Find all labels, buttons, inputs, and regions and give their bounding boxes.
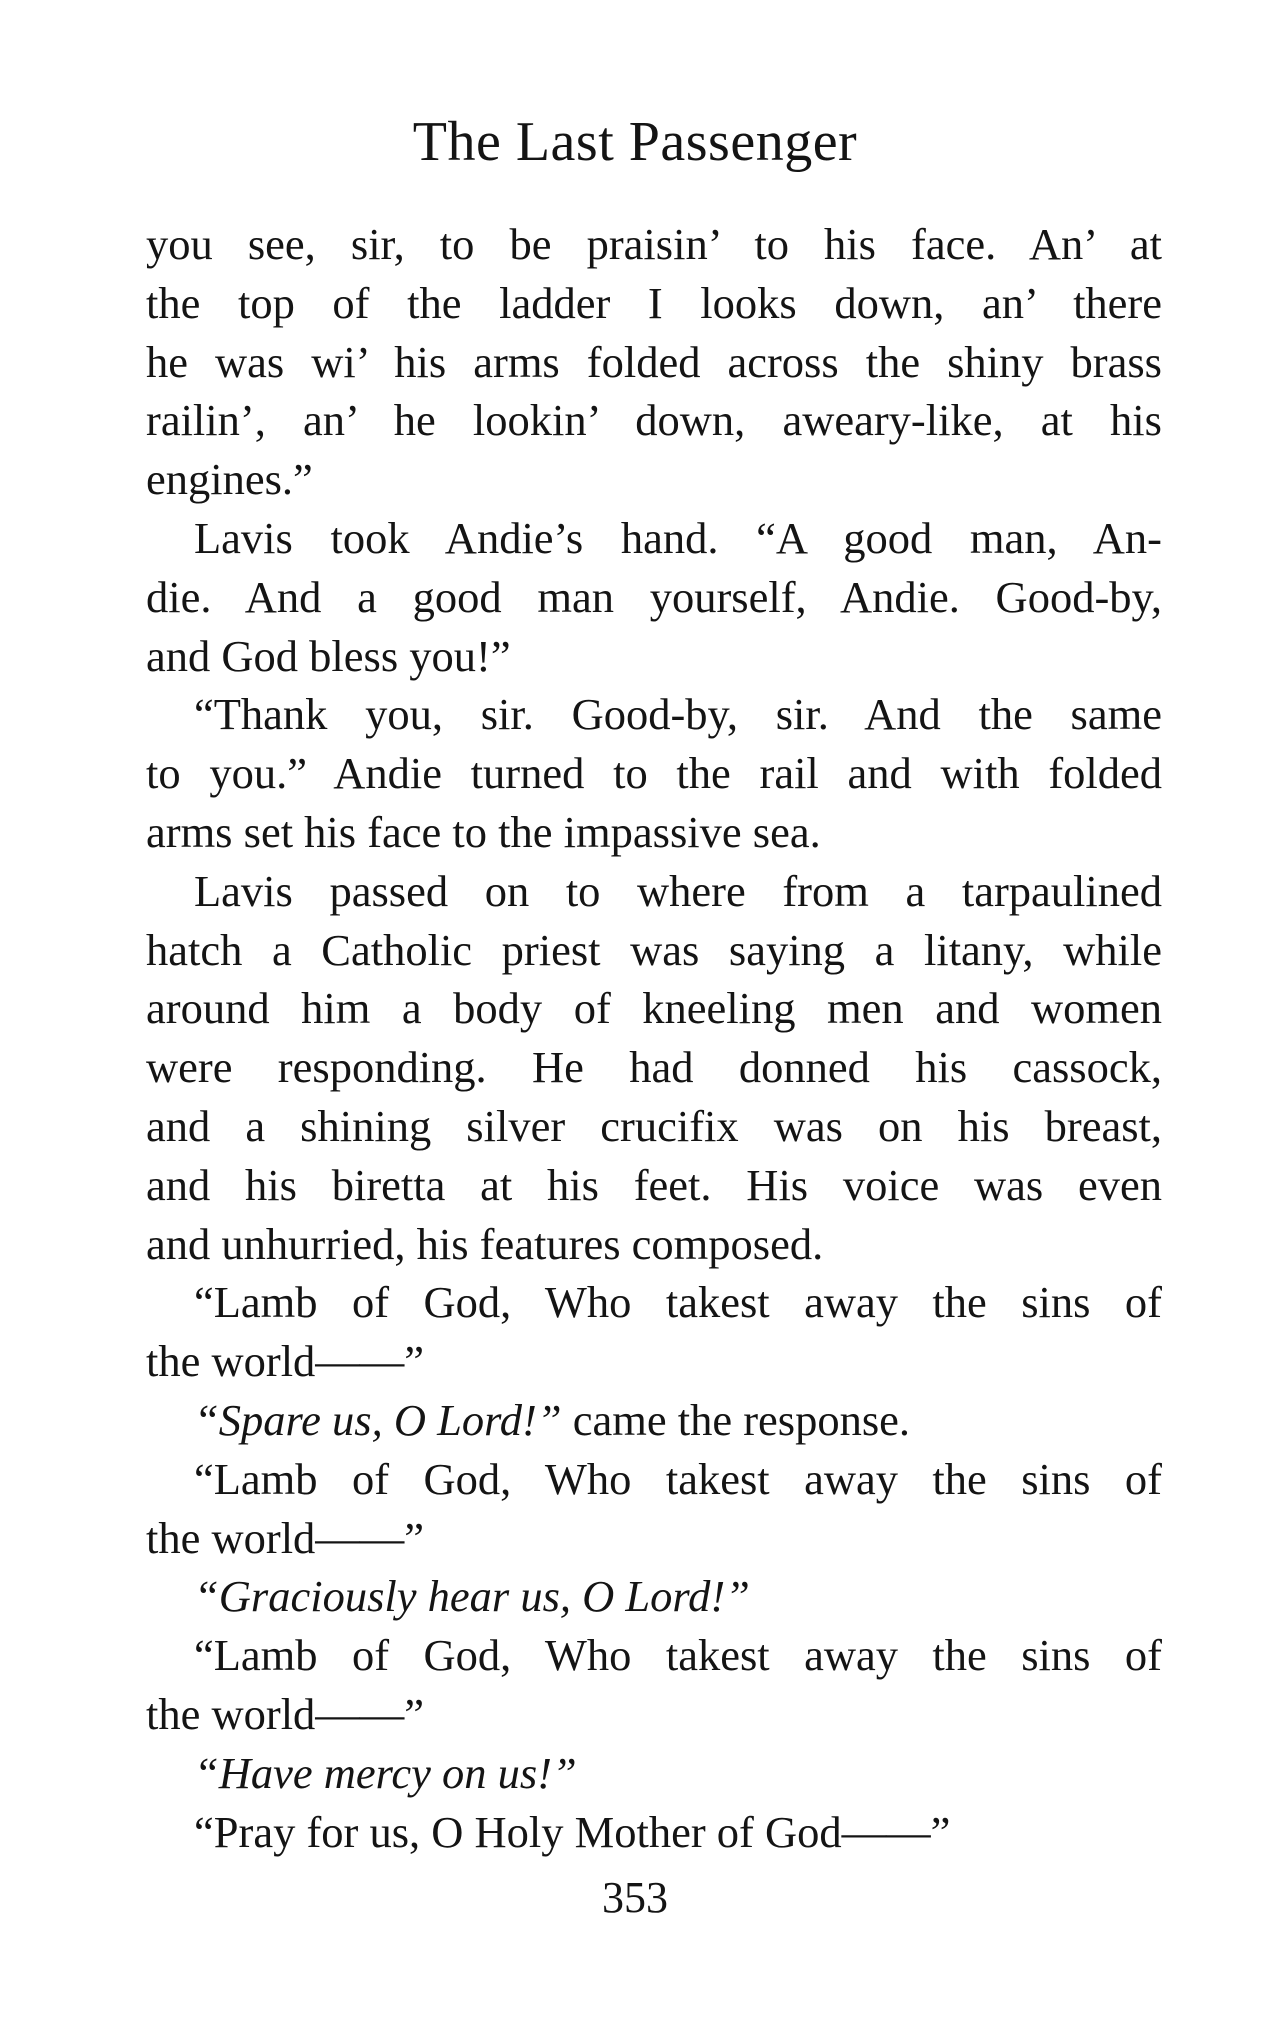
text-line: “Lamb of God, Who takest away the sins of [194,1453,1162,1504]
text-line: you see, sir, to be praisin’ to his face. An’ at [146,219,1162,269]
response-italic: “Spare us, O Lord!” [194,1394,562,1445]
text-line: arms set his face to the impassive sea. [146,806,821,857]
text-line: and a shining silver crucifix was on his breast, [146,1100,1162,1151]
text-line: Lavis took Andie’s hand. “A good man, An- [194,512,1162,563]
text-line: railin’, an’ he lookin’ down, aweary-like, at his [146,395,1162,446]
text-line: die. And a good man yourself, Andie. Good-by, [146,571,1162,622]
text-line: engines.” [146,454,313,505]
text-line: were responding. He had donned his cassock, [146,1042,1162,1093]
response-line [146,1391,1162,1450]
text-line: “Lamb of God, Who takest away the sins of [194,1630,1162,1681]
text-line: the top of the ladder I looks down, an’ there [146,277,1162,328]
text-line: the world——” [146,1512,425,1563]
text-line: the world——” [146,1688,425,1739]
text-line: Lavis passed on to where from a tarpaulined [194,865,1162,916]
text-line: and God bless you!” [146,630,511,681]
text-line: around him a body of kneeling men and women [146,983,1162,1034]
response-line: “Have mercy on us!” [194,1747,577,1798]
text-line: hatch a Catholic priest was saying a litany, while [146,924,1162,975]
text-line: the world——” [146,1336,425,1387]
page-number: 353 [602,1873,668,1922]
text-line: to you.” Andie turned to the rail and with folded [146,748,1162,799]
text-line: and his biretta at his feet. His voice was even [146,1159,1162,1210]
running-title: The Last Passenger [412,111,858,173]
text-line: and unhurried, his features composed. [146,1218,824,1269]
response-line: “Graciously hear us, O Lord!” [194,1571,750,1622]
text-line: “Thank you, sir. Good-by, sir. And the same [194,689,1162,740]
text-line: he was wi’ his arms folded across the shiny brass [146,336,1162,387]
response-tail: came the response. [572,1394,911,1445]
text-line: “Pray for us, O Holy Mother of God——” [194,1806,951,1857]
text-line: “Lamb of God, Who takest away the sins of [194,1277,1162,1328]
body-text [146,215,1162,1861]
